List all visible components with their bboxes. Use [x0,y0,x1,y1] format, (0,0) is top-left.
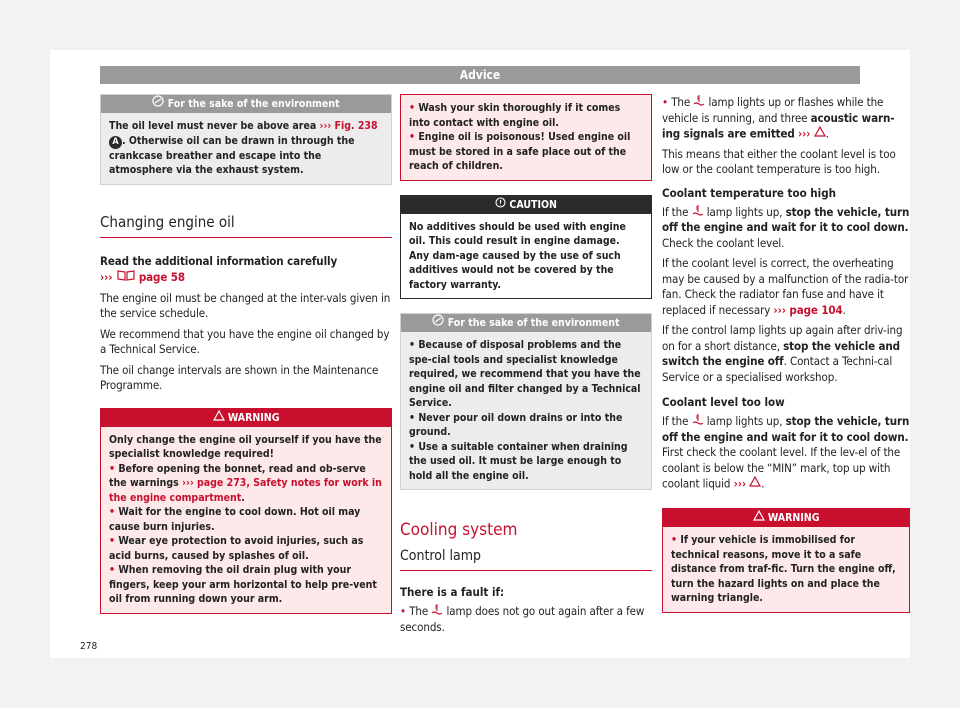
warning-continued-box [400,94,652,181]
read-more-text: Read the additional information carefully [100,253,338,268]
warning-triangle-icon [814,126,826,142]
column-1 [100,94,392,628]
paragraph: If the lamp lights up, stop the vehicle, turn off the engine and wait for it to cool down. First check the coolant level. If the lev-el of the coolant is below the “MIN” mark, top up with coolant liquid ››› . [662,414,910,491]
fig-ref: Fig. 238 [334,120,378,132]
link-arrows: ››› [797,126,811,141]
coolant-temperature-icon [692,204,704,221]
column-3 [662,94,910,627]
column-2 [400,94,652,640]
environment-box-title: For the sake of the environment [447,317,620,329]
coolant-temperature-icon [431,603,443,620]
warning-bullet-text: Wait for the engine to cool down. Hot oil may cause burn injuries. [109,506,361,533]
warning-box [100,408,392,614]
caution-title: CAUTION [509,198,557,211]
sub-section-title: Control lamp [400,548,652,571]
warning-title: WARNING [227,411,280,424]
fault-text-b: lamp does not go out again after a few seconds. [400,603,645,634]
page-number: 278 [80,641,98,652]
paragraph [662,323,910,385]
warning-bullet-text: Wear eye protection to avoid injuries, such as acid burns, caused by splashes of oil. [109,535,364,562]
text: . [842,302,846,317]
caution-box [400,195,652,300]
leaf-icon [432,314,444,332]
read-more [100,254,392,286]
leaf-icon [152,95,164,113]
warning-bullet-text: Before opening the bonnet, read and ob-serve the warnings [109,462,366,489]
environment-box-body [401,332,651,489]
warning-bullet: • Wear eye protection to avoid injuries, such as acid burns, caused by splashes of oil. [109,535,364,562]
warning-box [662,508,910,613]
warning-bullet-text: When removing the oil drain plug with your fingers, keep your arm horizontal to help pre-vent oil from running down your arm. [109,564,377,605]
text-bold: stop the vehicle, turn off the engine and wait for it to cool down. [662,204,910,235]
text-bold: acoustic warn-ing signals are emitted [662,110,895,141]
text: First check the coolant level. If the lev-el of the coolant is below the “MIN” mark, top up with coolant liquid [662,445,901,491]
warning-body [663,527,909,612]
section-title: Changing engine oil [100,213,392,238]
environment-box-header [401,314,651,332]
callout-a: A [109,136,122,149]
lamp-flashing-bullet: • The lamp lights up or flashes while the vehicle is running, and three acoustic warn-ing signals are emitted ››› . [662,94,895,141]
coolant-temperature-icon [692,413,704,430]
manual-page [50,50,910,658]
text-bold: stop the vehicle and switch the engine off [662,338,900,369]
book-icon [116,269,136,286]
warning-bullet-end: . [241,491,245,504]
text: lamp lights up or flashes while the vehicle is running, and three [662,94,884,125]
warning-bullet: • If your vehicle is immobilised for technical reasons, move it to a safe distance from traf-fic. Turn the engine off, turn the hazard lights on and place the warning triangle. [671,534,896,604]
warning-continued-body [401,95,651,180]
paragraph: This means that either the coolant level is too low or the coolant temperature is too high. [662,146,896,177]
coolant-temperature-icon [693,94,705,111]
read-more-page-link[interactable]: page 58 [138,269,185,284]
paragraph: The oil change intervals are shown in the Maintenance Programme. [100,362,379,392]
env-text-2: . Otherwise oil can be drawn in through the crankcase breather and escape into the atmosphere via the exhaust system. [109,134,355,176]
page-104-link[interactable]: ››› page 104 [773,302,843,317]
warning-bullet: • Engine oil is poisonous! Used engine oil must be stored in a safe place out of the reach of children. [409,131,631,172]
text: If the control lamp lights up again after driv-ing on for a short distance, [662,323,903,353]
environment-box-body [101,113,391,184]
paragraph [662,256,910,318]
warning-bullet-text: Engine oil is poisonous! Used engine oil must be stored in a safe place out of the reach of children. [409,131,631,172]
fig-link[interactable] [320,120,378,132]
text: Check the coolant level. [662,235,785,250]
text: . Contact a Techni-cal Service or a specialised workshop. [662,354,893,384]
env-bullet-text: Never pour oil down drains or into the ground. [409,411,623,438]
fault-text-a: The [409,603,429,618]
page-header: Advice [100,66,860,84]
link-arrows: ››› [733,476,747,491]
fault-bullet: • The lamp does not go out again after a few seconds. [400,603,645,634]
env-bullet: • Use a suitable container when draining the used oil. It must be large enough to hold all the engine oil. [409,440,628,482]
subheading: Coolant temperature too high [662,185,836,200]
subheading: Coolant level too low [662,395,785,410]
warning-bullet-text: If your vehicle is immobilised for technical reasons, move it to a safe distance from traf-fic. Turn the engine off, turn the hazard lights on and place the warning triangle. [671,534,896,604]
env-bullet-text: Use a suitable container when draining the used oil. It must be large enough to hold all the engine oil. [409,440,628,482]
environment-box [100,94,392,185]
warning-triangle-icon [749,476,761,492]
env-bullet: • Never pour oil down drains or into the ground. [409,411,623,438]
environment-box-title: For the sake of the environment [167,98,340,110]
warning-bullet: • Wash your skin thoroughly if it comes into contact with engine oil. [409,102,621,129]
warning-intro: Only change the engine oil yourself if you have the specialist knowledge required! [109,433,382,460]
warning-bullet: • Wait for the engine to cool down. Hot oil may cause burn injuries. [109,506,361,533]
text: If the coolant level is correct, the overheating may be caused by a malfunction of the radia-tor fan. Check the radiator fan fuse and have it replaced if necessary [662,256,909,317]
warning-box-header [101,409,391,427]
warning-triangle-icon [753,509,765,527]
text: If the [662,414,689,428]
paragraph: We recommend that you have the engine oil changed by a Technical Service. [100,326,390,356]
safety-notes-link[interactable]: ››› page 273, Safety notes for work in the engine compartment [109,477,382,504]
paragraph [662,204,910,252]
text: The [671,94,691,109]
info-circle-icon [495,196,506,214]
warning-bullet-text: Wash your skin thoroughly if it comes into contact with engine oil. [409,102,621,129]
warning-title: WARNING [767,512,820,524]
text: lamp lights up, [706,204,783,219]
caution-box-header [401,196,651,214]
env-bullet-text: Because of disposal problems and the spe-cial tools and specialist knowledge required, we recommend that you have the engine oil and filter changed by a Technical Service. [409,339,641,409]
warning-body [101,427,391,613]
warning-bullet: • When removing the oil drain plug with your fingers, keep your arm horizontal to help pre-vent oil from running down your arm. [109,564,377,605]
chapter-title: Cooling system [400,520,518,540]
warning-box-header [663,509,909,527]
text: lamp lights up, [706,414,783,428]
fault-heading: There is a fault if: [400,585,505,599]
env-bullet: • Because of disposal problems and the spe-cial tools and specialist knowledge required, we recommend that you have the engine oil and filter changed by a Technical Service. [409,339,641,409]
environment-box [400,313,652,490]
text: If the [662,204,689,219]
warning-bullet: • Before opening the bonnet, read and ob-serve the warnings ››› page 273, Safety notes for work in the engine compartment. [109,462,382,504]
warning-triangle-icon [213,409,225,427]
link-arrows: ››› [319,120,332,132]
caution-body: No additives should be used with engine oil. This could result in engine damage. Any dam-age caused by the use of such additives would not be covered by the factory warranty. [409,220,626,291]
read-more-arrows: ››› [100,269,113,284]
text-bold: stop the vehicle, turn off the engine and wait for it to cool down. [662,414,910,444]
paragraph: The engine oil must be changed at the inter-vals given in the service schedule. [100,290,391,320]
environment-box-header [101,95,391,113]
env-text-1: The oil level must never be above area [109,120,317,132]
